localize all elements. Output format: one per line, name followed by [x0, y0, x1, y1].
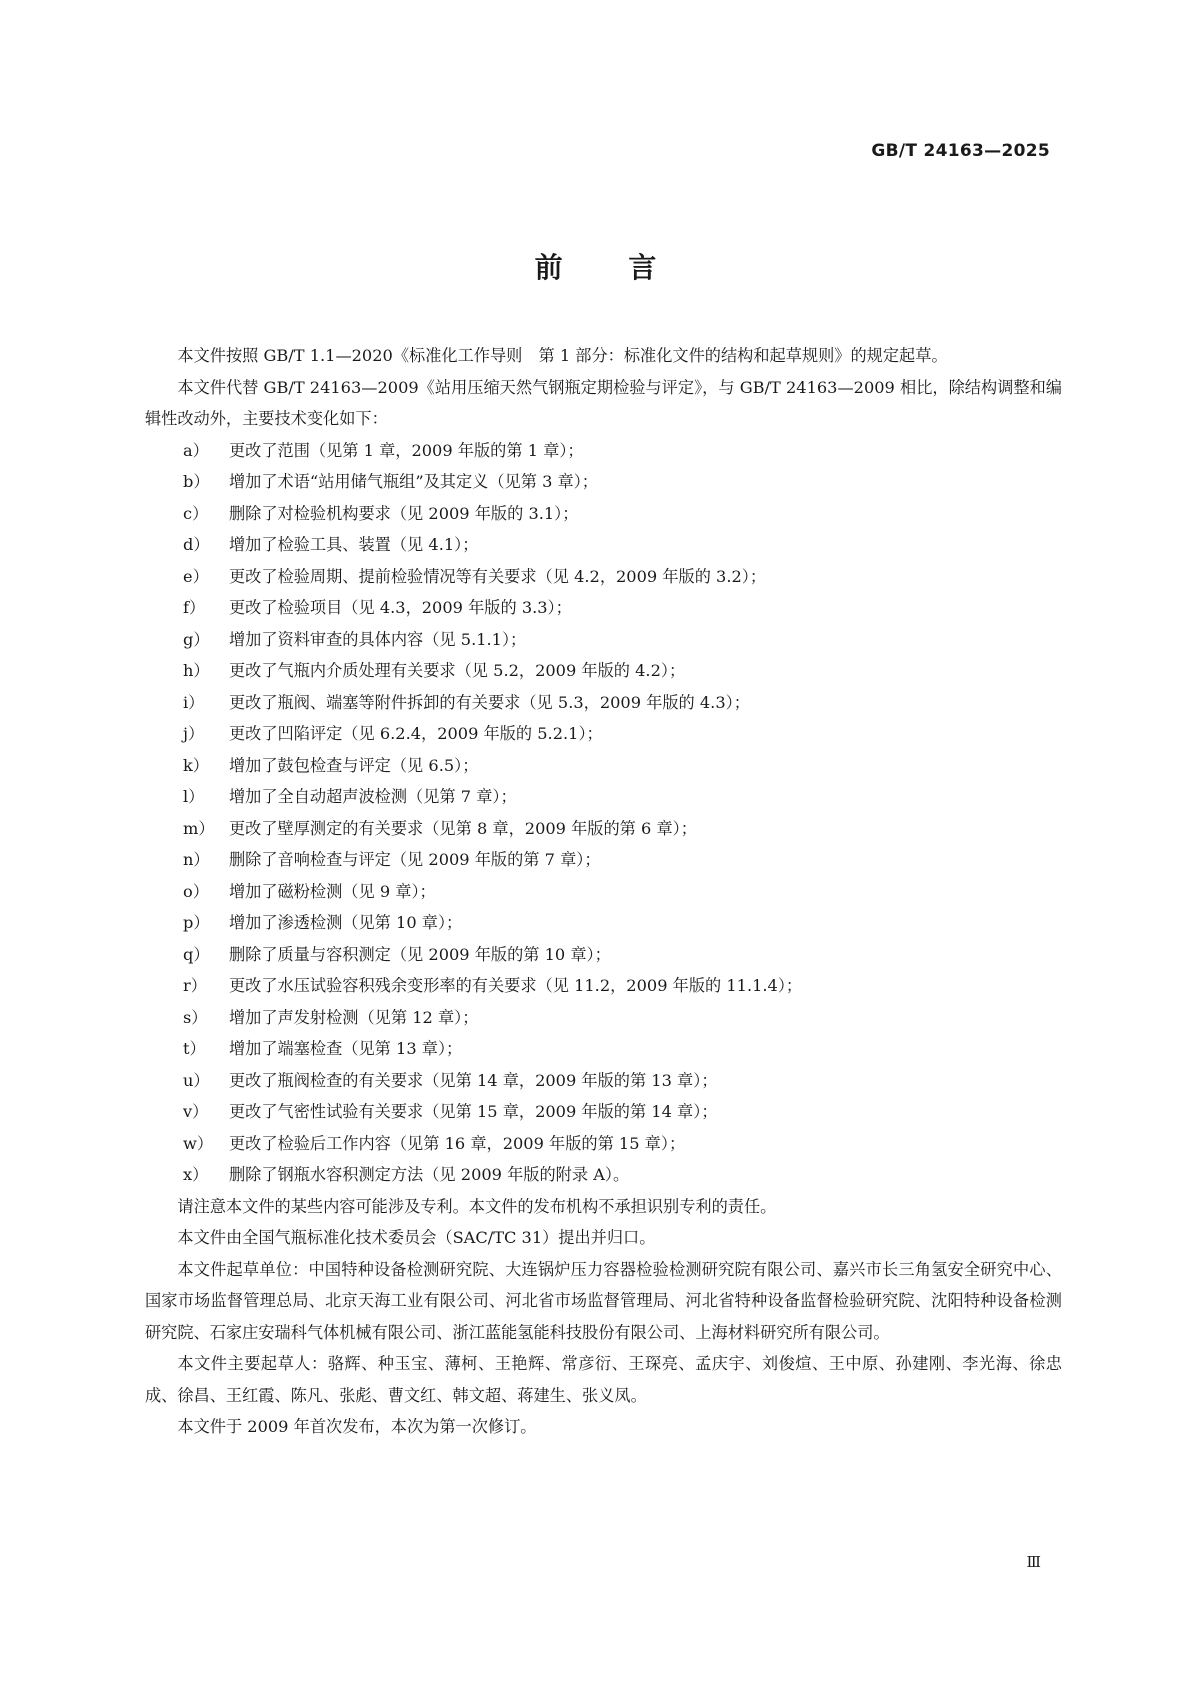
list-item-text: 更改了检验周期、提前检验情况等有关要求（见 4.2，2009 年版的 3.2）；: [229, 566, 767, 586]
list-item-text: 删除了对检验机构要求（见 2009 年版的 3.1）；: [229, 503, 579, 523]
intro-paragraph: 本文件按照 GB/T 1.1—2020《标准化工作导则 第 1 部分：标准化文件的结构和起草规则》的规定起草。: [177, 346, 948, 365]
list-item-text: 增加了声发射检测（见第 12 章）；: [229, 1007, 479, 1027]
list-item-text: 增加了检验工具、装置（见 4.1）；: [229, 535, 479, 554]
list-item-label: w）: [183, 1133, 214, 1153]
list-item: [145, 939, 1062, 971]
list-item-text: 更改了瓶阀、端塞等附件拆卸的有关要求（见 5.3，2009 年版的 4.3）；: [229, 692, 750, 712]
list-item-text: 更改了水压试验容积残余变形率的有关要求（见 11.2，2009 年版的 11.1.4）；: [229, 976, 803, 995]
list-item-text: 增加了全自动超声波检测（见第 7 章）；: [229, 787, 517, 806]
list-item-text: 更改了壁厚测定的有关要求（见第 8 章，2009 年版的第 6 章）；: [229, 818, 697, 838]
list-item-text: 增加了磁粉检测（见 9 章）；: [229, 881, 436, 901]
list-item-text: 增加了渗透检测（见第 10 章）；: [229, 913, 463, 932]
list-item-text: 更改了检验项目（见 4.3，2009 年版的 3.3）；: [229, 598, 572, 617]
list-item-text: 更改了气瓶内介质处理有关要求（见 5.2，2009 年版的 4.2）；: [229, 661, 686, 680]
list-item: [145, 435, 1062, 467]
list-item: [145, 750, 1062, 782]
list-item: [145, 561, 1062, 593]
intro-paragraph: 本文件代替 GB/T 24163—2009《站用压缩天然气钢瓶定期检验与评定》，与 GB/T 24163—2009 相比，除结构调整和编辑性改动外，主要技术变化如下：: [145, 377, 1062, 428]
list-item-label: s）: [183, 1007, 208, 1027]
list-item-label: r）: [183, 976, 207, 995]
list-item-text: 更改了瓶阀检查的有关要求（见第 14 章，2009 年版的第 13 章）；: [229, 1070, 718, 1090]
list-item: [145, 655, 1062, 687]
changes-list: [145, 435, 1062, 1191]
document-body: [145, 340, 1062, 1443]
list-item: [145, 1033, 1062, 1065]
list-item-label: u）: [183, 1070, 210, 1090]
list-item: [145, 876, 1062, 908]
list-item-label: t）: [183, 1039, 206, 1058]
list-item-label: e）: [183, 566, 209, 586]
list-item: [145, 844, 1062, 876]
list-item: [145, 970, 1062, 1002]
list-item: [145, 1065, 1062, 1097]
list-item: [145, 781, 1062, 813]
publication-history: 本文件于 2009 年首次发布，本次为第一次修订。: [177, 1417, 537, 1436]
list-item-label: b）: [183, 472, 210, 491]
page-title: 前 言: [534, 251, 685, 284]
list-item-label: k）: [183, 755, 209, 775]
list-item-label: m）: [183, 818, 215, 838]
list-item: [145, 1159, 1062, 1191]
list-item-text: 更改了凹陷评定（见 6.2.4，2009 年版的 5.2.1）；: [229, 724, 603, 743]
list-item: [145, 1096, 1062, 1128]
list-item: [145, 624, 1062, 656]
list-item-label: i）: [183, 692, 205, 712]
list-item: [145, 1128, 1062, 1160]
list-item: [145, 466, 1062, 498]
list-item-text: 删除了钢瓶水容积测定方法（见 2009 年版的附录 A）。: [229, 1165, 630, 1184]
list-item: [145, 813, 1062, 845]
list-item: [145, 907, 1062, 939]
list-item: [145, 1002, 1062, 1034]
list-item-label: f）: [183, 598, 206, 617]
list-item: [145, 592, 1062, 624]
list-item-text: 更改了范围（见第 1 章，2009 年版的第 1 章）；: [229, 440, 584, 460]
list-item-label: a）: [183, 440, 209, 460]
list-item-label: j）: [183, 724, 205, 743]
list-item-label: c）: [183, 503, 209, 523]
list-item-text: 删除了质量与容积测定（见 2009 年版的第 10 章）；: [229, 944, 611, 964]
list-item-label: v）: [183, 1102, 209, 1121]
page-number: Ⅲ: [1026, 1553, 1041, 1571]
list-item: [145, 718, 1062, 750]
drafting-organizations: 本文件起草单位：中国特种设备检测研究院、大连锅炉压力容器检验检测研究院有限公司、嘉兴市长三角氢安全研究中心、国家市场监督管理总局、北京天海工业有限公司、河北省市场监督管理局、河北省特种设备监督检验研究院、沈阳特种设备检测研究院、石家庄安瑞科气体机械有限公司、浙江蓝能氢能科技股份有限公司、上海材料研究所有限公司。: [145, 1259, 1062, 1342]
list-item-label: d）: [183, 535, 210, 554]
drafters: 本文件主要起草人：骆辉、种玉宝、薄柯、王艳辉、常彦衍、王琛亮、孟庆宇、刘俊煊、王中原、孙建刚、李光海、徐忠成、徐昌、王红霞、陈凡、张彪、曹文红、韩文超、蒋建生、张义凤。: [145, 1354, 1062, 1405]
list-item-label: h）: [183, 661, 210, 680]
list-item-label: x）: [183, 1165, 209, 1184]
list-item: [145, 529, 1062, 561]
list-item: [145, 498, 1062, 530]
list-item-label: n）: [183, 850, 210, 869]
list-item-text: 增加了鼓包检查与评定（见 6.5）；: [229, 755, 479, 775]
list-item-text: 更改了气密性试验有关要求（见第 15 章，2009 年版的第 14 章）；: [229, 1102, 718, 1121]
patent-notice: 请注意本文件的某些内容可能涉及专利。本文件的发布机构不承担识别专利的责任。: [177, 1196, 777, 1216]
list-item-label: l）: [183, 787, 205, 806]
proposer-paragraph: 本文件由全国气瓶标准化技术委员会（SAC/TC 31）提出并归口。: [177, 1228, 656, 1247]
list-item: [145, 687, 1062, 719]
list-item-label: q）: [183, 944, 210, 964]
list-item-label: g）: [183, 629, 210, 649]
list-item-label: o）: [183, 881, 209, 901]
list-item-text: 增加了术语“站用储气瓶组”及其定义（见第 3 章）；: [229, 472, 598, 491]
standard-number: GB/T 24163—2025: [871, 141, 1050, 161]
list-item-text: 增加了端塞检查（见第 13 章）；: [229, 1039, 463, 1058]
list-item-text: 更改了检验后工作内容（见第 16 章，2009 年版的第 15 章）；: [229, 1133, 686, 1153]
list-item-label: p）: [183, 913, 210, 932]
list-item-text: 增加了资料审查的具体内容（见 5.1.1）；: [229, 629, 527, 649]
list-item-text: 删除了音响检查与评定（见 2009 年版的第 7 章）；: [229, 850, 601, 869]
